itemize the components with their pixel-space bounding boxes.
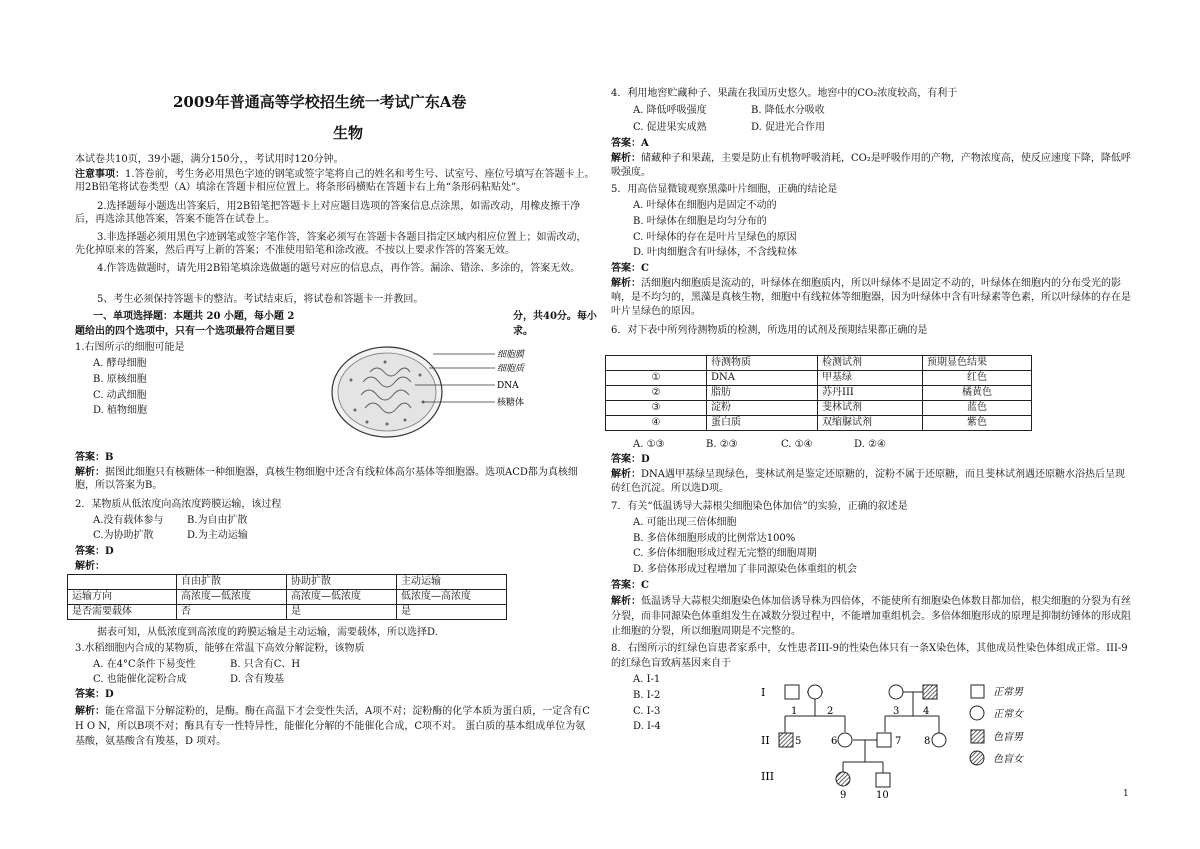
pedigree-III-9 xyxy=(836,772,850,786)
table-cell: 双缩脲试剂 xyxy=(818,416,923,431)
pedigree-chart xyxy=(759,676,1131,800)
q6-analysis xyxy=(611,468,1131,496)
table-cell: ① xyxy=(606,371,707,386)
legend-normal-female: 正常女 xyxy=(993,709,1023,720)
intro-line: 本试卷共10页，39小题，满分150分，，考试用时120分钟。 xyxy=(75,154,344,165)
section-heading-b: 分，共40分。每小 xyxy=(513,311,597,322)
q2-analysis-label: 解析： xyxy=(75,561,105,572)
pedigree-number-5: 5 xyxy=(795,736,802,747)
q5-analysis-text: 活细胞内细胞质是流动的，叶绿体在细胞质内，所以叶绿体不是固定不动的，叶绿体在细胞内的分布受光的影响，是不均匀的，黑藻是真核生物，细胞中有线粒体等细胞器，因为叶绿体中含有叶绿素等色素，所以叶绿体的存在是叶片呈绿色的原因。 xyxy=(611,278,1131,317)
legend-normal-male: 正常男 xyxy=(993,687,1023,698)
q7-analysis-label: 解析： xyxy=(611,596,641,607)
table-cell: 脂肪 xyxy=(707,386,818,401)
page-title: 2009年普通高等学校招生统一考试广东A卷 xyxy=(173,93,467,111)
section-heading-c: 题给出的四个选项中，只有一个选项最符合题目要 xyxy=(75,326,295,337)
q5-option-b: B. 叶绿体在细胞是均匀分布的 xyxy=(633,216,767,227)
q1-stem: 1.右图所示的细胞可能是 xyxy=(75,342,185,353)
table-row xyxy=(606,386,1032,401)
q5-analysis xyxy=(611,277,1131,319)
cell-figure xyxy=(325,340,585,445)
table-cell xyxy=(68,575,177,590)
q2-option-b: B.为自由扩散 xyxy=(187,515,248,526)
note-1 xyxy=(75,168,595,194)
table-cell: 是 xyxy=(397,605,507,620)
label-dna: DNA xyxy=(497,381,519,391)
pedigree-I-1 xyxy=(785,685,799,699)
q8-option-a: A. I-1 xyxy=(633,674,661,685)
q6-option-a: A. ①③ xyxy=(633,439,665,450)
q3-option-b: B. 只含有C、H xyxy=(230,659,301,670)
legend-colorblind-male-icon xyxy=(971,730,984,743)
table-row xyxy=(68,590,507,605)
legend-normal-male-icon xyxy=(971,685,984,698)
note-1-text: 1.答卷前，考生务必用黑色字迹的钢笔或签字笔将自己的姓名和考生号、试室号、座位号填写在答题卡上。用2B铅笔将试卷类型（A）填涂在答题卡相应位置上。将条形码横贴在答题卡右上角“条形码粘贴处”。 xyxy=(75,169,595,193)
pedigree-number-4: 4 xyxy=(923,706,930,717)
q3-analysis-text: 能在常温下分解淀粉的，是酶。酶在高温下才会变性失活，A项不对；淀粉酶的化学本质为蛋白质，一定含有C H O N，所以B项不对；酶具有专一性特异性，能催化分解的不能催化合成，C项不对。 蛋白质的基本组成单位为氨基酸，氨基酸含有羧基，D 项对。 xyxy=(75,706,590,747)
table-cell: ④ xyxy=(606,416,707,431)
q6-option-c: C. ①④ xyxy=(781,439,813,450)
table-cell: 甲基绿 xyxy=(818,371,923,386)
table-cell: 运输方向 xyxy=(68,590,177,605)
pedigree-I-3 xyxy=(889,685,903,699)
page-number: 1 xyxy=(1123,789,1129,799)
q2-transport-table xyxy=(67,574,507,620)
q6-analysis-text: DNA遇甲基绿呈现绿色，斐林试剂是鉴定还原糖的，淀粉不属于还原糖，而且斐林试剂遇还原糖水浴热后呈现砖红色沉淀。所以选D项。 xyxy=(611,469,1125,494)
q4-answer: 答案：A xyxy=(611,138,649,149)
q1-option-a: A. 酵母细胞 xyxy=(93,358,147,369)
generation-label-3: III xyxy=(761,770,775,783)
table-cell: 橘黄色 xyxy=(923,386,1032,401)
pedigree-II-6 xyxy=(838,733,852,747)
pedigree-legend xyxy=(970,685,1024,765)
pedigree-II-8 xyxy=(932,733,946,747)
pedigree-I-2 xyxy=(808,685,822,699)
subject-title: 生物 xyxy=(333,124,364,142)
table-cell: 主动运输 xyxy=(397,575,507,590)
pedigree-number-9: 9 xyxy=(840,790,847,800)
q1-answer: 答案：B xyxy=(75,452,114,463)
pedigree-number-8: 8 xyxy=(924,736,931,747)
q8-option-b: B. I-2 xyxy=(633,690,661,701)
note-2: 2.选择题每小题选出答案后，用2B铅笔把答题卡上对应题目选项的答案信息点涂黑，如需改动，用橡皮擦干净后，再选涂其他答案，答案不能答在试卷上。 xyxy=(75,201,581,225)
table-cell: 否 xyxy=(177,605,287,620)
table-row xyxy=(68,575,507,590)
cell-cytoplasm-shape xyxy=(338,353,436,431)
q1-analysis xyxy=(75,466,595,492)
legend-colorblind-female: 色盲女 xyxy=(993,754,1023,765)
q8-option-d: D. I-4 xyxy=(633,721,661,732)
table-cell: 斐林试剂 xyxy=(818,401,923,416)
label-cytoplasm: 细胞质 xyxy=(497,364,525,374)
q1-option-c: C. 动武细胞 xyxy=(93,390,147,401)
q7-stem: 7．有关“低温诱导大蒜根尖细胞染色体加倍”的实验，正确的叙述是 xyxy=(611,501,908,512)
q5-option-a: A. 叶绿体在细胞内是固定不动的 xyxy=(633,200,777,211)
q7-analysis-text: 低温诱导大蒜根尖细胞染色体加倍诱导株为四倍体，不能使所有细胞染色体数目都加倍，根尖细胞的分裂为有丝分裂，而非同源染色体重组发生在减数分裂过程中，不能增加重组机会。多倍体细胞形成的原理是抑制纺锤体的形成阻止细胞的分裂，所以细胞周期是不完整的。 xyxy=(611,596,1131,637)
table-cell: 自由扩散 xyxy=(177,575,287,590)
pedigree-number-2: 2 xyxy=(827,706,834,717)
q2-stem: 2．某物质从低浓度向高浓度跨膜运输，该过程 xyxy=(75,499,282,510)
table-cell: 检测试剂 xyxy=(818,356,923,371)
q4-analysis-label: 解析： xyxy=(611,153,641,164)
table-cell: 是否需要载体 xyxy=(68,605,177,620)
q4-analysis xyxy=(611,152,1131,180)
table-row xyxy=(606,371,1032,386)
table-cell: 预期显色结果 xyxy=(923,356,1032,371)
table-cell: DNA xyxy=(707,371,818,386)
table-row xyxy=(606,401,1032,416)
q7-answer: 答案：C xyxy=(611,580,649,591)
note-3: 3.非选择题必须用黑色字迹钢笔或签字笔作答，答案必须写在答题卡各题目指定区域内相应位置上；如需改动，先化掉原来的答案，然后再写上新的答案；不准使用铅笔和涂改液。不按以上要求作答的答案无效。 xyxy=(75,232,587,256)
table-cell: 低浓度—高浓度 xyxy=(397,590,507,605)
q3-option-c: C. 也能催化淀粉合成 xyxy=(93,674,187,685)
table-cell: 紫色 xyxy=(923,416,1032,431)
q8-option-c: C. I-3 xyxy=(633,706,661,717)
q7-option-a: A. 可能出现三倍体细胞 xyxy=(633,517,737,528)
table-cell: 蓝色 xyxy=(923,401,1032,416)
pedigree-I-4 xyxy=(923,685,937,699)
section-heading-d: 求。 xyxy=(513,326,533,337)
q2-option-c: C.为协助扩散 xyxy=(93,530,154,541)
q5-option-d: D. 叶肉细胞含有叶绿体，不含线粒体 xyxy=(633,247,798,258)
label-cell-membrane: 细胞膜 xyxy=(497,350,525,360)
q6-answer: 答案：D xyxy=(611,454,650,465)
q3-stem: 3.水稻细胞内合成的某物质，能够在常温下高效分解淀粉，该物质 xyxy=(75,643,365,654)
q7-analysis xyxy=(611,594,1131,639)
pedigree-II-5 xyxy=(779,733,793,747)
table-cell: 高浓度—低浓度 xyxy=(287,590,397,605)
section-heading-a: 一、单项选择题：本题共 20 小题，每小题 2 xyxy=(93,311,295,322)
table-cell: 是 xyxy=(287,605,397,620)
legend-colorblind-female-icon xyxy=(970,751,984,765)
q5-stem: 5．用高倍显微镜观察黑藻叶片细胞，正确的结论是 xyxy=(611,184,838,195)
table-row xyxy=(606,416,1032,431)
q1-analysis-text: 据图此细胞只有核糖体一种细胞器，真核生物细胞中还含有线粒体高尔基体等细胞器。选项ACD都为真核细胞，所以答案为B。 xyxy=(75,467,578,491)
q4-option-a: A. 降低呼吸强度 xyxy=(633,105,707,116)
table-cell: 蛋白质 xyxy=(707,416,818,431)
label-ribosome: 核糖体 xyxy=(497,398,525,408)
q4-option-c: C. 促进果实成熟 xyxy=(633,122,707,133)
table-cell xyxy=(606,356,707,371)
pedigree-lines xyxy=(785,692,939,774)
q3-analysis-label: 解析： xyxy=(75,706,105,717)
q5-analysis-label: 解析： xyxy=(611,278,641,289)
pedigree-number-7: 7 xyxy=(895,736,902,747)
pedigree-number-10: 10 xyxy=(876,790,889,800)
q7-option-d: D. 多倍体形成过程增加了非同源染色体重组的机会 xyxy=(633,564,858,575)
q4-option-b: B. 降低水分吸收 xyxy=(751,105,825,116)
q6-option-b: B. ②③ xyxy=(706,439,738,450)
generation-1 xyxy=(785,685,937,717)
table-row xyxy=(606,356,1032,371)
q3-option-d: D. 含有羧基 xyxy=(230,674,285,685)
pedigree-number-6: 6 xyxy=(831,736,838,747)
table-cell: 协助扩散 xyxy=(287,575,397,590)
q2-conclusion: 据表可知，从低浓度到高浓度的跨膜运输是主动运输，需要载体，所以选择D. xyxy=(97,627,438,638)
q8-stem: 8．右图所示的红绿色盲患者家系中，女性患者III-9的性染色体只有一条X染色体，其他成员性染色体组成正常。III-9的红绿色盲致病基因来自于 xyxy=(611,643,1128,669)
q2-option-a: A.没有载体参与 xyxy=(93,515,164,526)
q2-answer: 答案：D xyxy=(75,546,114,557)
q4-analysis-text: 储藏种子和果蔬，主要是防止有机物呼吸消耗，CO₂是呼吸作用的产物，产物浓度高，使反应速度下降，降低呼吸强度。 xyxy=(611,153,1131,178)
legend-colorblind-male: 色盲男 xyxy=(993,732,1023,743)
q7-option-c: C. 多倍体细胞形成过程无完整的细胞周期 xyxy=(633,548,817,559)
q2-option-d: D.为主动运输 xyxy=(187,530,248,541)
q6-detection-table xyxy=(605,355,1032,431)
table-cell: 苏丹III xyxy=(818,386,923,401)
note-4: 4.作答选做题时，请先用2B铅笔填涂选做题的题号对应的信息点，再作答。漏涂、错涂、多涂的，答案无效。 xyxy=(97,263,581,274)
q6-stem: 6．对下表中所列待测物质的检测，所选用的试剂及预期结果都正确的是 xyxy=(611,325,928,336)
table-row xyxy=(68,605,507,620)
pedigree-II-7 xyxy=(877,733,891,747)
q4-stem: 4．利用地窖贮藏种子、果蔬在我国历史悠久。地窖中的CO₂浓度较高，有利于 xyxy=(611,88,958,99)
pedigree-number-3: 3 xyxy=(893,706,900,717)
q6-option-d: D. ②④ xyxy=(854,439,886,450)
generation-label-2: II xyxy=(761,734,770,747)
q7-option-b: B. 多倍体细胞形成的比例常达100% xyxy=(633,533,796,544)
table-cell: ② xyxy=(606,386,707,401)
table-cell: ③ xyxy=(606,401,707,416)
q3-analysis xyxy=(75,704,595,749)
table-cell: 高浓度—低浓度 xyxy=(177,590,287,605)
q3-option-a: A. 在4°C条件下易变性 xyxy=(93,659,196,670)
notes-label: 注意事项： xyxy=(75,169,125,180)
generation-3 xyxy=(836,772,890,800)
q1-option-b: B. 原核细胞 xyxy=(93,374,147,385)
note-5: 5、考生必须保持答题卡的整洁。考试结束后，将试卷和答题卡一并教回。 xyxy=(97,294,424,305)
q5-answer: 答案：C xyxy=(611,263,649,274)
q3-answer: 答案：D xyxy=(75,689,114,700)
q1-analysis-label: 解析： xyxy=(75,467,105,478)
pedigree-number-1: 1 xyxy=(791,706,798,717)
pedigree-III-10 xyxy=(876,773,890,787)
q4-option-d: D. 促进光合作用 xyxy=(751,122,826,133)
q5-option-c: C. 叶绿体的存在是叶片呈绿色的原因 xyxy=(633,232,797,243)
table-cell: 红色 xyxy=(923,371,1032,386)
table-cell: 淀粉 xyxy=(707,401,818,416)
generation-label-1: I xyxy=(761,686,766,699)
q1-option-d: D. 植物细胞 xyxy=(93,405,148,416)
table-cell: 待测物质 xyxy=(707,356,818,371)
legend-normal-female-icon xyxy=(970,706,984,720)
q6-analysis-label: 解析： xyxy=(611,469,641,480)
